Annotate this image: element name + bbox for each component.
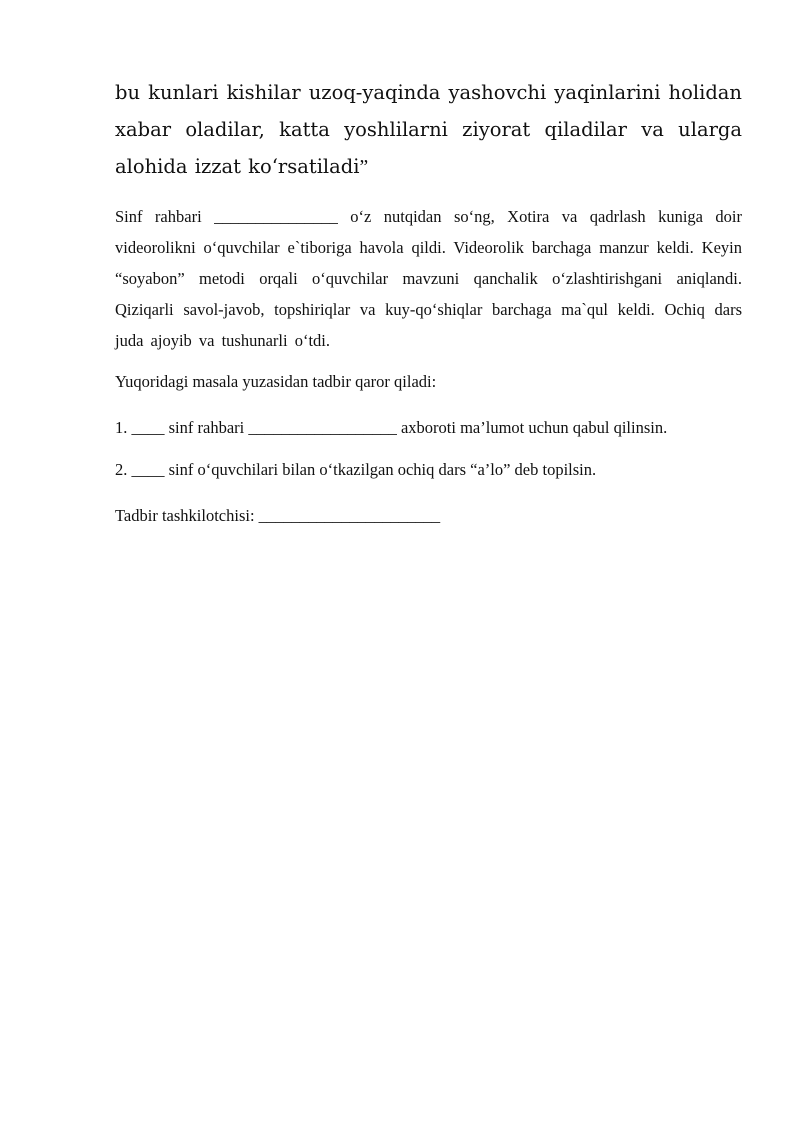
organizer-signature-line: Tadbir tashkilotchisi: ______________________ (115, 506, 441, 525)
intro-paragraph (115, 74, 742, 186)
document-body (115, 74, 742, 548)
event-description-paragraph: Sinf rahbari _______________ o‘z nutqidan so‘ng, Xotira va qadrlash kuniga doir videorolikni o‘quvchilar e`tiboriga havola qildi. Videorolik barchaga manzur keldi. Keyin “soyabon” metodi orqali o‘quvchilar mavzuni qanchalik o‘zlashtirishgani aniqlandi. Qiziqarli savol-javob, topshiriqlar va kuy-qo‘shiqlar barchaga ma`qul keldi. Ochiq dars juda ajoyib va tushunarli o‘tdi. (115, 207, 742, 350)
intro-endquote: ” (359, 157, 369, 178)
intro-text: bu kunlari kishilar uzoq-yaqinda yashovchi yaqinlarini holidan xabar oladilar, katta yoshlilarni ziyorat qiladilar va ularga alohida izzat ko‘rsatiladi (115, 81, 742, 178)
decision-item-1: 1. ____ sinf rahbari __________________ axboroti ma’lumot uchun qabul qilinsin. (115, 418, 668, 437)
decision-intro: Yuqoridagi masala yuzasidan tadbir qaror qiladi: (115, 372, 437, 391)
decision-item-2: 2. ____ sinf o‘quvchilari bilan o‘tkazilgan ochiq dars “a’lo” deb topilsin. (115, 460, 597, 479)
